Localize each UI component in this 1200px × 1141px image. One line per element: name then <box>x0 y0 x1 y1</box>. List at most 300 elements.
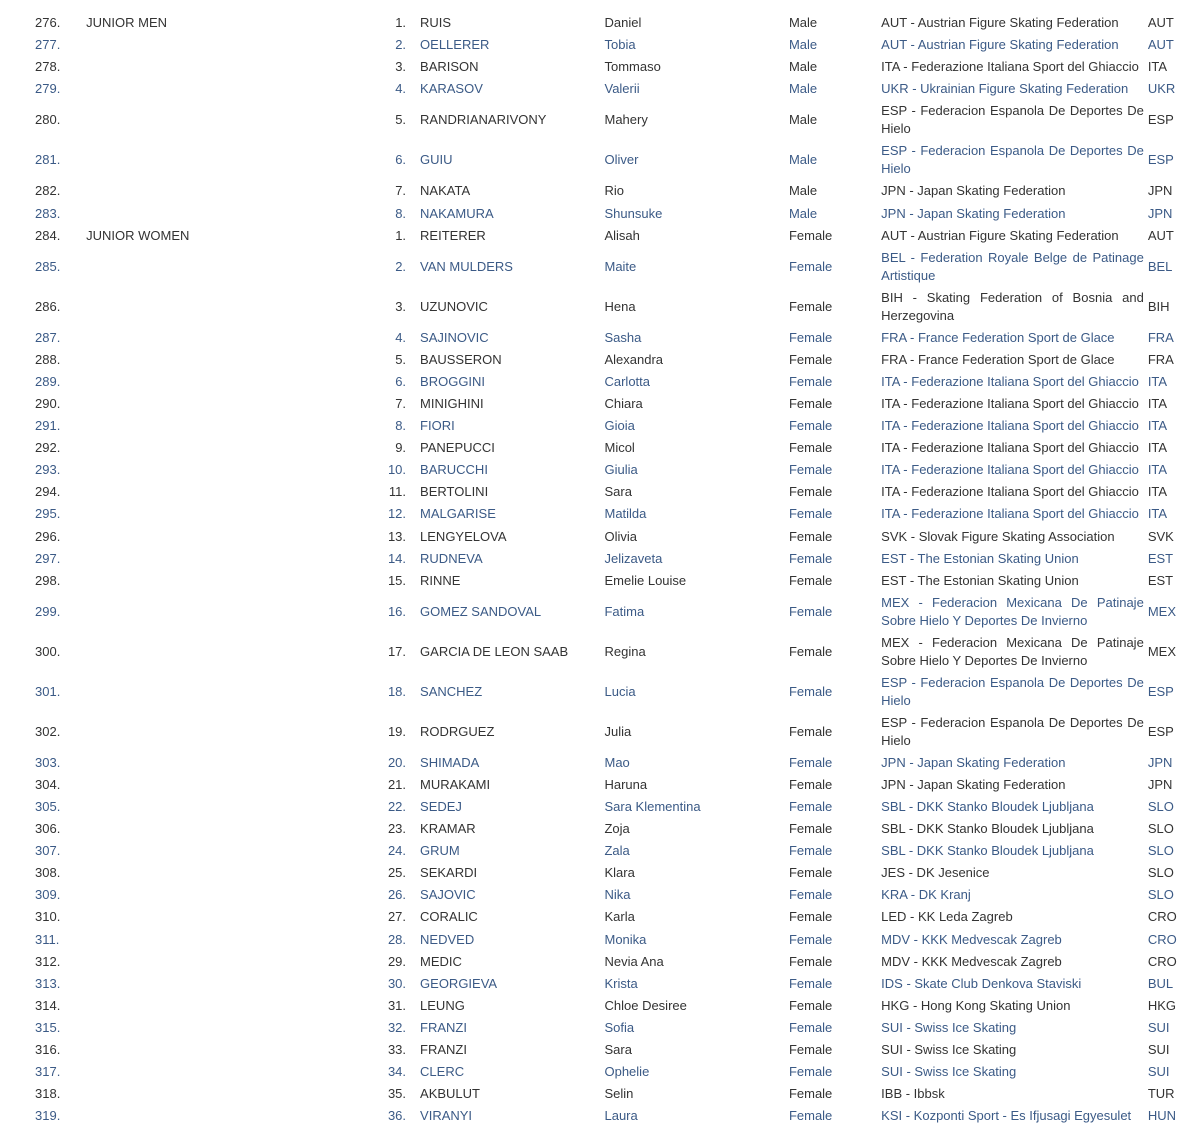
entry-number: 289. <box>35 373 61 389</box>
table-row <box>0 1105 1200 1127</box>
last-name: NAKAMURA <box>420 205 494 221</box>
entry-number: 301. <box>35 683 61 699</box>
club-name: SUI - Swiss Ice Skating <box>881 1064 1017 1080</box>
gender: Female <box>788 953 833 969</box>
rank-number: 16. <box>387 603 407 619</box>
rank-number: 6. <box>395 152 407 168</box>
gender: Female <box>788 351 833 367</box>
gender: Female <box>788 1064 833 1080</box>
first-name: Laura <box>604 1108 638 1124</box>
club-name: JPN - Japan Skating Federation <box>881 183 1066 199</box>
last-name: NAKATA <box>420 183 471 199</box>
table-row <box>0 796 1200 818</box>
club-name: BIH - Skating Federation of Bosnia and Herzegovina <box>881 289 1144 323</box>
table-row <box>0 951 1200 973</box>
table-row <box>0 884 1200 906</box>
nation-code: ESP <box>1147 723 1174 739</box>
rank-number: 19. <box>387 723 407 739</box>
rank-number: 14. <box>387 550 407 566</box>
entry-number: 283. <box>35 205 61 221</box>
rank-number: 25. <box>387 865 407 881</box>
first-name: Rio <box>604 183 624 199</box>
first-name: Alexandra <box>604 351 664 367</box>
category-label <box>67 570 374 592</box>
table-row <box>0 459 1200 481</box>
first-name: Giulia <box>604 462 638 478</box>
entry-number: 296. <box>35 528 61 544</box>
category-label <box>67 100 374 140</box>
first-name: Sara <box>604 1042 632 1058</box>
gender: Female <box>788 865 833 881</box>
entry-number: 287. <box>35 329 61 345</box>
entry-number: 304. <box>35 776 61 792</box>
category-label <box>67 371 374 393</box>
club-name: SVK - Slovak Figure Skating Association <box>881 528 1115 544</box>
nation-code: HKG <box>1147 997 1176 1013</box>
table-row <box>0 56 1200 78</box>
category-label <box>67 526 374 548</box>
first-name: Krista <box>604 975 638 991</box>
club-name: IBB - Ibbsk <box>881 1086 945 1102</box>
rank-number: 24. <box>387 843 407 859</box>
first-name: Maite <box>604 258 637 274</box>
club-name: ITA - Federazione Italiana Sport del Ghiaccio <box>881 418 1139 434</box>
last-name: PANEPUCCI <box>420 440 495 456</box>
nation-code: ESP <box>1147 683 1174 699</box>
category-label <box>67 481 374 503</box>
rank-number: 1. <box>395 15 407 31</box>
gender: Female <box>788 975 833 991</box>
table-row <box>0 225 1200 247</box>
gender: Female <box>788 909 833 925</box>
category-label <box>67 884 374 906</box>
gender: Female <box>788 643 833 659</box>
first-name: Alisah <box>604 227 640 243</box>
table-row <box>0 672 1200 712</box>
rank-number: 29. <box>387 953 407 969</box>
gender: Female <box>788 550 833 566</box>
table-row <box>0 774 1200 796</box>
category-label <box>67 672 374 712</box>
entry-number: 311. <box>35 931 60 947</box>
entry-number: 285. <box>35 258 61 274</box>
gender: Female <box>788 528 833 544</box>
last-name: KARASOV <box>420 81 483 97</box>
table-row <box>0 929 1200 951</box>
club-name: MDV - KKK Medvescak Zagreb <box>881 931 1062 947</box>
last-name: RANDRIANARIVONY <box>420 112 547 128</box>
last-name: MINIGHINI <box>420 395 484 411</box>
gender: Male <box>788 81 818 97</box>
entry-number: 316. <box>35 1042 61 1058</box>
last-name: RUDNEVA <box>420 550 483 566</box>
nation-code: JPN <box>1147 754 1173 770</box>
club-name: JES - DK Jesenice <box>881 865 990 881</box>
first-name: Tobia <box>604 37 636 53</box>
first-name: Shunsuke <box>604 205 663 221</box>
first-name: Sasha <box>604 329 642 345</box>
nation-code: UKR <box>1147 81 1176 97</box>
rank-number: 27. <box>387 909 407 925</box>
last-name: MALGARISE <box>420 506 496 522</box>
club-name: HKG - Hong Kong Skating Union <box>881 997 1071 1013</box>
table-row <box>0 840 1200 862</box>
table-row <box>0 818 1200 840</box>
gender: Female <box>788 373 833 389</box>
table-row <box>0 34 1200 56</box>
club-name: ITA - Federazione Italiana Sport del Ghiaccio <box>881 373 1139 389</box>
category-label <box>67 995 374 1017</box>
category-label <box>67 1105 374 1127</box>
gender: Female <box>788 603 833 619</box>
entry-number: 277. <box>35 37 61 53</box>
gender: Female <box>788 683 833 699</box>
first-name: Sofia <box>604 1019 635 1035</box>
last-name: BROGGINI <box>420 373 486 389</box>
rank-number: 12. <box>387 506 407 522</box>
club-name: FRA - France Federation Sport de Glace <box>881 329 1115 345</box>
entry-number: 306. <box>35 821 61 837</box>
gender: Female <box>788 395 833 411</box>
nation-code: AUT <box>1147 227 1174 243</box>
entry-number: 290. <box>35 395 61 411</box>
gender: Female <box>788 329 833 345</box>
entry-number: 291. <box>35 418 61 434</box>
last-name: REITERER <box>420 227 486 243</box>
entry-number: 303. <box>35 754 61 770</box>
table-row <box>0 592 1200 632</box>
category-label <box>67 459 374 481</box>
last-name: MURAKAMI <box>420 776 491 792</box>
category-label <box>67 180 374 202</box>
nation-code: CRO <box>1147 953 1177 969</box>
gender: Female <box>788 1086 833 1102</box>
last-name: FIORI <box>420 418 455 434</box>
gender: Male <box>788 59 818 75</box>
rank-number: 7. <box>395 395 407 411</box>
table-row <box>0 906 1200 928</box>
club-name: MEX - Federacion Mexicana De Patinaje Sobre Hielo Y Deportes De Invierno <box>881 634 1144 668</box>
club-name: ITA - Federazione Italiana Sport del Ghiaccio <box>881 506 1139 522</box>
category-label <box>67 973 374 995</box>
gender: Female <box>788 843 833 859</box>
club-name: KRA - DK Kranj <box>881 887 971 903</box>
table-row <box>0 1061 1200 1083</box>
table-row <box>0 437 1200 459</box>
first-name: Jelizaveta <box>604 550 663 566</box>
category-label <box>67 1083 374 1105</box>
club-name: SUI - Swiss Ice Skating <box>881 1042 1017 1058</box>
rank-number: 10. <box>387 462 407 478</box>
nation-code: BIH <box>1147 298 1170 314</box>
club-name: ESP - Federacion Espanola De Deportes De Hielo <box>881 143 1144 177</box>
first-name: Valerii <box>604 81 640 97</box>
club-name: JPN - Japan Skating Federation <box>881 754 1066 770</box>
category-label <box>67 349 374 371</box>
category-label <box>67 327 374 349</box>
nation-code: SLO <box>1147 799 1174 815</box>
rank-number: 17. <box>387 643 407 659</box>
rank-number: 3. <box>395 298 407 314</box>
table-row <box>0 570 1200 592</box>
entry-number: 294. <box>35 484 61 500</box>
table-row <box>0 180 1200 202</box>
first-name: Hena <box>604 298 636 314</box>
club-name: EST - The Estonian Skating Union <box>881 550 1079 566</box>
nation-code: TUR <box>1147 1086 1175 1102</box>
gender: Female <box>788 418 833 434</box>
table-row <box>0 1039 1200 1061</box>
first-name: Carlotta <box>604 373 651 389</box>
table-row <box>0 712 1200 752</box>
nation-code: SLO <box>1147 865 1174 881</box>
entries-table <box>0 12 1200 1127</box>
rank-number: 4. <box>395 329 407 345</box>
gender: Female <box>788 821 833 837</box>
category-label <box>67 548 374 570</box>
club-name: JPN - Japan Skating Federation <box>881 205 1066 221</box>
club-name: ESP - Federacion Espanola De Deportes De Hielo <box>881 714 1144 748</box>
category-label <box>67 1017 374 1039</box>
nation-code: SUI <box>1147 1064 1170 1080</box>
club-name: AUT - Austrian Figure Skating Federation <box>881 227 1119 243</box>
entry-number: 310. <box>35 909 61 925</box>
club-name: KSI - Kozponti Sport - Es Ifjusagi Egyesulet <box>881 1108 1132 1124</box>
entry-number: 278. <box>35 59 61 75</box>
club-name: SUI - Swiss Ice Skating <box>881 1019 1017 1035</box>
entry-number: 312. <box>35 953 61 969</box>
entry-number: 314. <box>35 997 61 1013</box>
first-name: Selin <box>604 1086 634 1102</box>
club-name: ITA - Federazione Italiana Sport del Ghiaccio <box>881 440 1139 456</box>
last-name: FRANZI <box>420 1019 467 1035</box>
last-name: KRAMAR <box>420 821 476 837</box>
rank-number: 32. <box>387 1019 407 1035</box>
table-row <box>0 632 1200 672</box>
nation-code: ITA <box>1147 395 1168 411</box>
category-label <box>67 774 374 796</box>
nation-code: SVK <box>1147 528 1174 544</box>
entry-number: 295. <box>35 506 61 522</box>
category-label <box>67 247 374 287</box>
last-name: GEORGIEVA <box>420 975 498 991</box>
gender: Male <box>788 37 818 53</box>
last-name: SEKARDI <box>420 865 478 881</box>
category-label <box>67 415 374 437</box>
entry-number: 319. <box>35 1108 61 1124</box>
nation-code: ITA <box>1147 59 1168 75</box>
first-name: Chiara <box>604 395 643 411</box>
club-name: JPN - Japan Skating Federation <box>881 776 1066 792</box>
category-label <box>67 202 374 224</box>
entry-number: 299. <box>35 603 61 619</box>
last-name: SANCHEZ <box>420 683 483 699</box>
last-name: SAJOVIC <box>420 887 476 903</box>
table-row <box>0 481 1200 503</box>
last-name: RODRGUEZ <box>420 723 495 739</box>
first-name: Karla <box>604 909 635 925</box>
last-name: GUIU <box>420 152 453 168</box>
category-label <box>67 437 374 459</box>
entries-body <box>0 12 1200 1127</box>
category-label <box>67 632 374 672</box>
gender: Female <box>788 723 833 739</box>
entry-number: 276. <box>35 15 61 31</box>
club-name: AUT - Austrian Figure Skating Federation <box>881 37 1119 53</box>
nation-code: ITA <box>1147 484 1168 500</box>
club-name: FRA - France Federation Sport de Glace <box>881 351 1115 367</box>
rank-number: 4. <box>395 81 407 97</box>
rank-number: 33. <box>387 1042 407 1058</box>
category-label <box>67 287 374 327</box>
last-name: OELLERER <box>420 37 490 53</box>
first-name: Nika <box>604 887 631 903</box>
entry-number: 313. <box>35 975 61 991</box>
nation-code: MEX <box>1147 643 1176 659</box>
first-name: Ophelie <box>604 1064 650 1080</box>
first-name: Mahery <box>604 112 648 128</box>
rank-number: 23. <box>387 821 407 837</box>
nation-code: CRO <box>1147 909 1177 925</box>
entry-number: 309. <box>35 887 61 903</box>
first-name: Haruna <box>604 776 648 792</box>
rank-number: 8. <box>395 418 407 434</box>
category-label <box>67 1061 374 1083</box>
nation-code: SUI <box>1147 1019 1170 1035</box>
club-name: AUT - Austrian Figure Skating Federation <box>881 15 1119 31</box>
first-name: Sara Klementina <box>604 799 701 815</box>
last-name: MEDIC <box>420 953 462 969</box>
rank-number: 21. <box>387 776 407 792</box>
table-row <box>0 349 1200 371</box>
nation-code: ITA <box>1147 506 1168 522</box>
rank-number: 15. <box>387 572 407 588</box>
nation-code: JPN <box>1147 183 1173 199</box>
category-label: JUNIOR MEN <box>86 15 168 31</box>
gender: Male <box>788 183 818 199</box>
nation-code: SLO <box>1147 887 1174 903</box>
gender: Male <box>788 205 818 221</box>
nation-code: FRA <box>1147 351 1174 367</box>
first-name: Nevia Ana <box>604 953 664 969</box>
gender: Female <box>788 440 833 456</box>
last-name: BERTOLINI <box>420 484 489 500</box>
table-row <box>0 287 1200 327</box>
gender: Female <box>788 227 833 243</box>
table-row <box>0 393 1200 415</box>
rank-number: 5. <box>395 112 407 128</box>
club-name: IDS - Skate Club Denkova Staviski <box>881 975 1082 991</box>
club-name: SBL - DKK Stanko Bloudek Ljubljana <box>881 799 1094 815</box>
last-name: GOMEZ SANDOVAL <box>420 603 542 619</box>
last-name: BAUSSERON <box>420 351 502 367</box>
gender: Female <box>788 887 833 903</box>
last-name: RUIS <box>420 15 452 31</box>
entry-number: 298. <box>35 572 61 588</box>
entry-number: 281. <box>35 152 61 168</box>
table-row <box>0 1083 1200 1105</box>
gender: Female <box>788 1108 833 1124</box>
first-name: Emelie Louise <box>604 572 687 588</box>
gender: Female <box>788 754 833 770</box>
rank-number: 35. <box>387 1086 407 1102</box>
entry-number: 308. <box>35 865 61 881</box>
last-name: SHIMADA <box>420 754 480 770</box>
category-label <box>67 56 374 78</box>
club-name: MEX - Federacion Mexicana De Patinaje Sobre Hielo Y Deportes De Invierno <box>881 594 1144 628</box>
gender: Female <box>788 799 833 815</box>
table-row <box>0 100 1200 140</box>
gender: Male <box>788 112 818 128</box>
entry-number: 292. <box>35 440 61 456</box>
table-row <box>0 371 1200 393</box>
first-name: Julia <box>604 723 632 739</box>
last-name: BARISON <box>420 59 479 75</box>
entry-number: 293. <box>35 462 61 478</box>
nation-code: ITA <box>1147 462 1168 478</box>
table-row <box>0 202 1200 224</box>
nation-code: SLO <box>1147 843 1174 859</box>
nation-code: ITA <box>1147 418 1168 434</box>
category-label <box>67 840 374 862</box>
last-name: SEDEJ <box>420 799 462 815</box>
last-name: FRANZI <box>420 1042 467 1058</box>
table-row <box>0 247 1200 287</box>
rank-number: 22. <box>387 799 407 815</box>
first-name: Zala <box>604 843 630 859</box>
rank-number: 28. <box>387 931 407 947</box>
entry-number: 315. <box>35 1019 61 1035</box>
club-name: LED - KK Leda Zagreb <box>881 909 1013 925</box>
gender: Female <box>788 506 833 522</box>
entry-number: 317. <box>35 1064 61 1080</box>
table-row <box>0 1017 1200 1039</box>
last-name: NEDVED <box>420 931 475 947</box>
entry-number: 297. <box>35 550 61 566</box>
club-name: ESP - Federacion Espanola De Deportes De Hielo <box>881 103 1144 137</box>
rank-number: 5. <box>395 351 407 367</box>
first-name: Daniel <box>604 15 642 31</box>
table-row <box>0 12 1200 34</box>
nation-code: BEL <box>1147 258 1173 274</box>
entry-number: 284. <box>35 227 61 243</box>
entry-number: 280. <box>35 112 61 128</box>
entry-number: 318. <box>35 1086 61 1102</box>
nation-code: CRO <box>1147 931 1177 947</box>
category-label <box>67 712 374 752</box>
first-name: Tommaso <box>604 59 661 75</box>
rank-number: 34. <box>387 1064 407 1080</box>
gender: Female <box>788 1019 833 1035</box>
table-row <box>0 140 1200 180</box>
first-name: Matilda <box>604 506 647 522</box>
rank-number: 26. <box>387 887 407 903</box>
gender: Female <box>788 462 833 478</box>
rank-number: 31. <box>387 997 407 1013</box>
club-name: ITA - Federazione Italiana Sport del Ghiaccio <box>881 59 1139 75</box>
nation-code: EST <box>1147 572 1174 588</box>
first-name: Micol <box>604 440 635 456</box>
category-label <box>67 503 374 525</box>
rank-number: 2. <box>395 258 407 274</box>
nation-code: ITA <box>1147 373 1168 389</box>
club-name: MDV - KKK Medvescak Zagreb <box>881 953 1062 969</box>
category-label <box>67 818 374 840</box>
table-row <box>0 526 1200 548</box>
last-name: CLERC <box>420 1064 465 1080</box>
gender: Female <box>788 997 833 1013</box>
nation-code: ITA <box>1147 440 1168 456</box>
